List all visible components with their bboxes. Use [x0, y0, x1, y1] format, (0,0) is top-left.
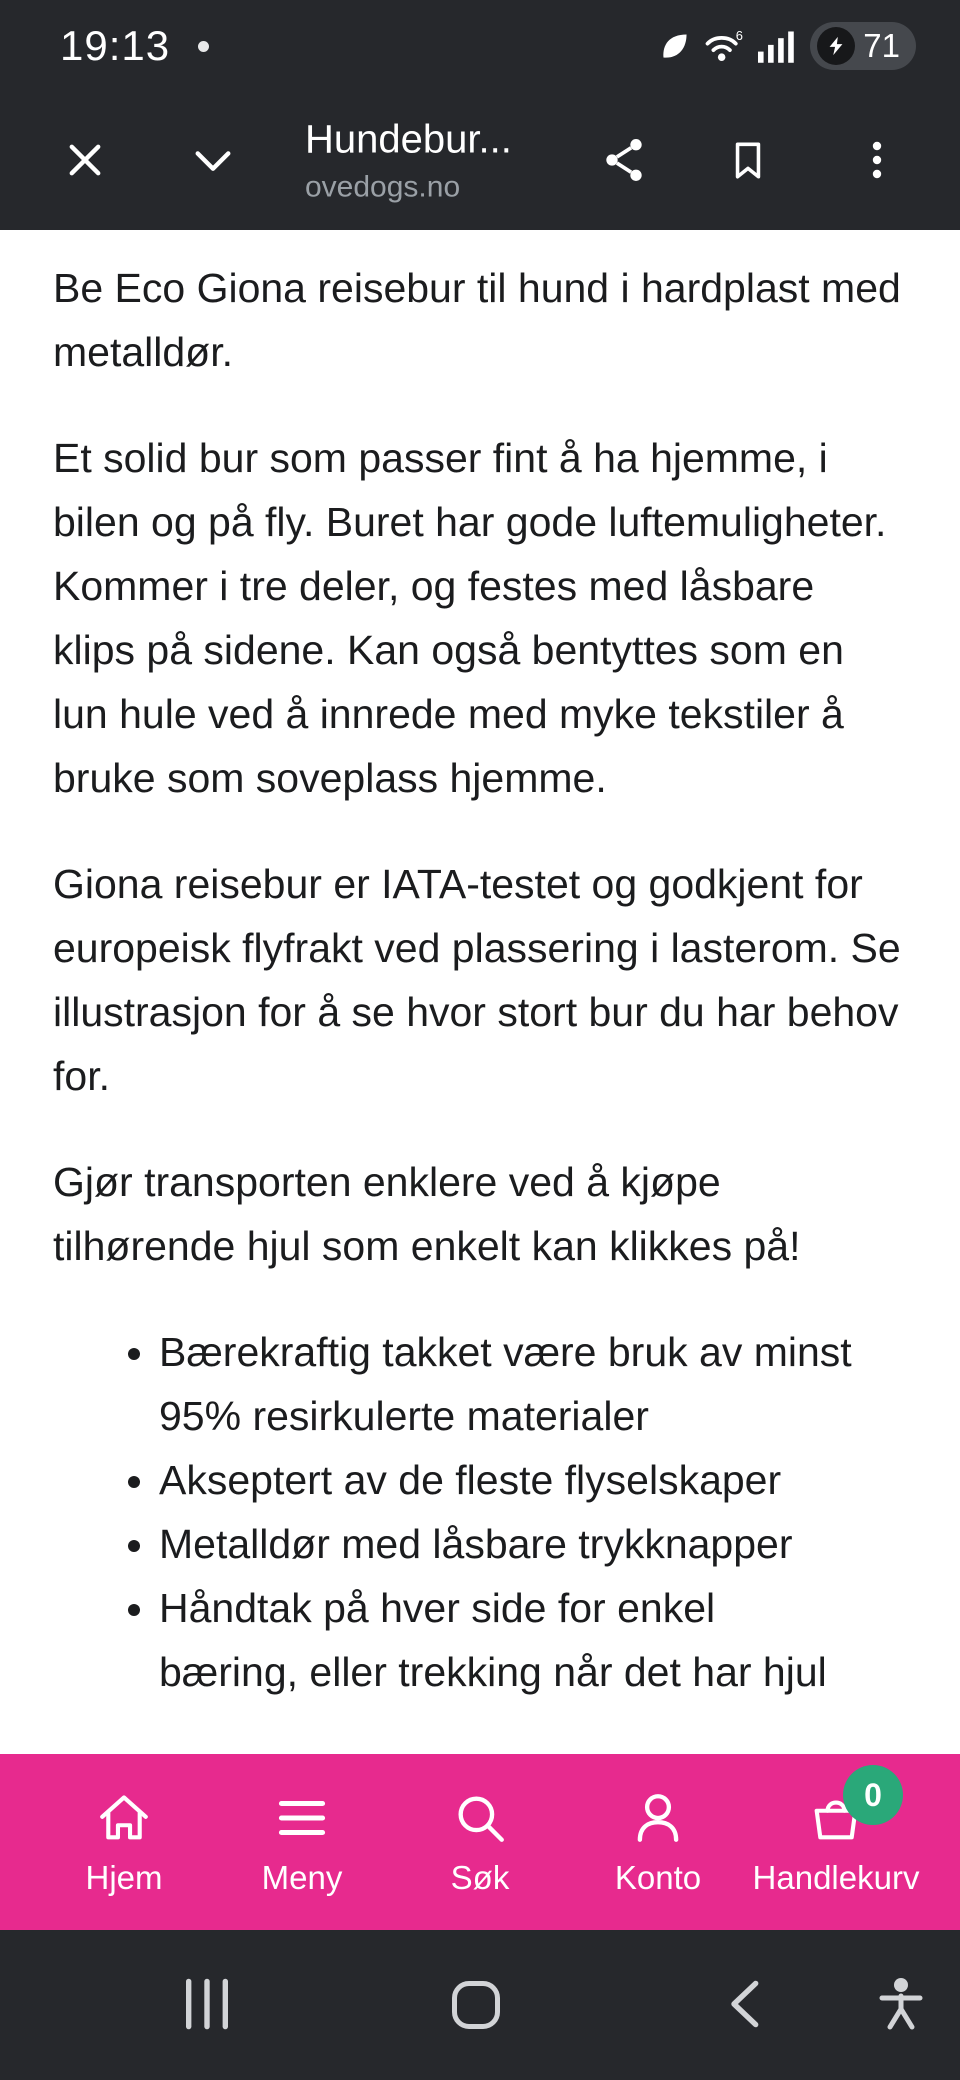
bullet-item: • Håndtak på hver side for enkel bæring, eller trekking når det har hjul: [159, 1576, 863, 1704]
wifi6-icon: [704, 29, 744, 63]
bullet-item: • Akseptert av de fleste flyselskaper: [159, 1448, 863, 1512]
bottom-nav-label: Meny: [261, 1859, 343, 1896]
close-button[interactable]: [41, 117, 129, 205]
bottom-nav-item-sok[interactable]: [392, 1787, 568, 1897]
battery-indicator: [810, 22, 916, 70]
home-button[interactable]: [421, 1950, 531, 2060]
home-icon: [95, 1787, 153, 1847]
collapse-button[interactable]: [169, 117, 257, 205]
overflow-menu-icon: [855, 138, 899, 185]
menu-icon: [273, 1787, 331, 1847]
search-icon: [451, 1787, 509, 1847]
notification-dot-icon: [198, 41, 209, 52]
share-button[interactable]: [580, 117, 668, 205]
overflow-menu-button[interactable]: [833, 117, 921, 205]
status-bar: [0, 0, 960, 92]
bottom-nav-label: Handlekurv: [752, 1859, 920, 1896]
bullet-item: • Metalldør med låsbare trykknapper: [159, 1512, 863, 1576]
cart-badge: 0: [843, 1765, 903, 1825]
accessibility-button[interactable]: [846, 1950, 956, 2060]
bottom-nav-item-handlekurv[interactable]: [748, 1776, 924, 1897]
bottom-nav-item-konto[interactable]: [570, 1787, 746, 1897]
bullet-list: [53, 1320, 907, 1704]
recents-button[interactable]: [152, 1950, 262, 2060]
battery-icon: [817, 27, 855, 65]
bookmark-icon: [725, 137, 771, 186]
bottom-nav-item-hjem[interactable]: [36, 1787, 212, 1897]
signal-icon: [758, 29, 796, 63]
back-button[interactable]: [692, 1950, 802, 2060]
bottom-nav-item-meny[interactable]: [214, 1787, 390, 1897]
page-title: Hundebur...: [305, 117, 512, 162]
account-icon: [629, 1787, 687, 1847]
status-left: [60, 22, 209, 70]
bottom-navigation: [0, 1754, 960, 1930]
bookmark-button[interactable]: [704, 117, 792, 205]
chevron-down-icon: [189, 136, 237, 187]
back-icon: [721, 1978, 773, 2033]
home-icon: [452, 1981, 500, 2029]
paragraph: Be Eco Giona reisebur til hund i hardplast med metalldør.: [53, 265, 901, 375]
page-url: ovedogs.no: [305, 170, 461, 204]
status-right: [660, 22, 916, 70]
svg-text:6: 6: [736, 29, 744, 44]
close-icon: [63, 138, 107, 185]
system-navigation-bar: [0, 1930, 960, 2080]
paragraph: Giona reisebur er IATA-testet og godkjent for europeisk flyfrakt ved plassering i lasterom. Se illustrasjon for å se hvor stort bur du har behov for.: [53, 861, 901, 1099]
recents-icon: [179, 1976, 235, 2035]
battery-percent: 71: [863, 27, 900, 64]
status-time: 19:13: [60, 22, 171, 69]
page-content: [0, 230, 960, 1754]
bullet-item: • Bærekraftig takket være bruk av minst 95% resirkulerte materialer: [159, 1320, 863, 1448]
bottom-nav-label: Hjem: [85, 1859, 163, 1896]
accessibility-icon: [873, 1976, 929, 2035]
share-icon: [600, 136, 648, 187]
bottom-nav-label: Søk: [450, 1859, 510, 1896]
paragraph: Gjør transporten enklere ved å kjøpe tilhørende hjul som enkelt kan klikkes på!: [53, 1159, 801, 1269]
page-title-block: [305, 118, 512, 205]
leaf-icon: [660, 31, 690, 61]
basket-icon: [807, 1776, 882, 1847]
paragraph: Et solid bur som passer fint å ha hjemme, i bilen og på fly. Buret har gode luftemuligheter. Kommer i tre deler, og festes med låsbare klips på sidene. Kan også bentyttes som en lun hule ved å innrede med myke tekstiler å bruke som soveplass hjemme.: [53, 435, 887, 801]
browser-header: [0, 92, 960, 230]
bottom-nav-label: Konto: [614, 1859, 702, 1896]
